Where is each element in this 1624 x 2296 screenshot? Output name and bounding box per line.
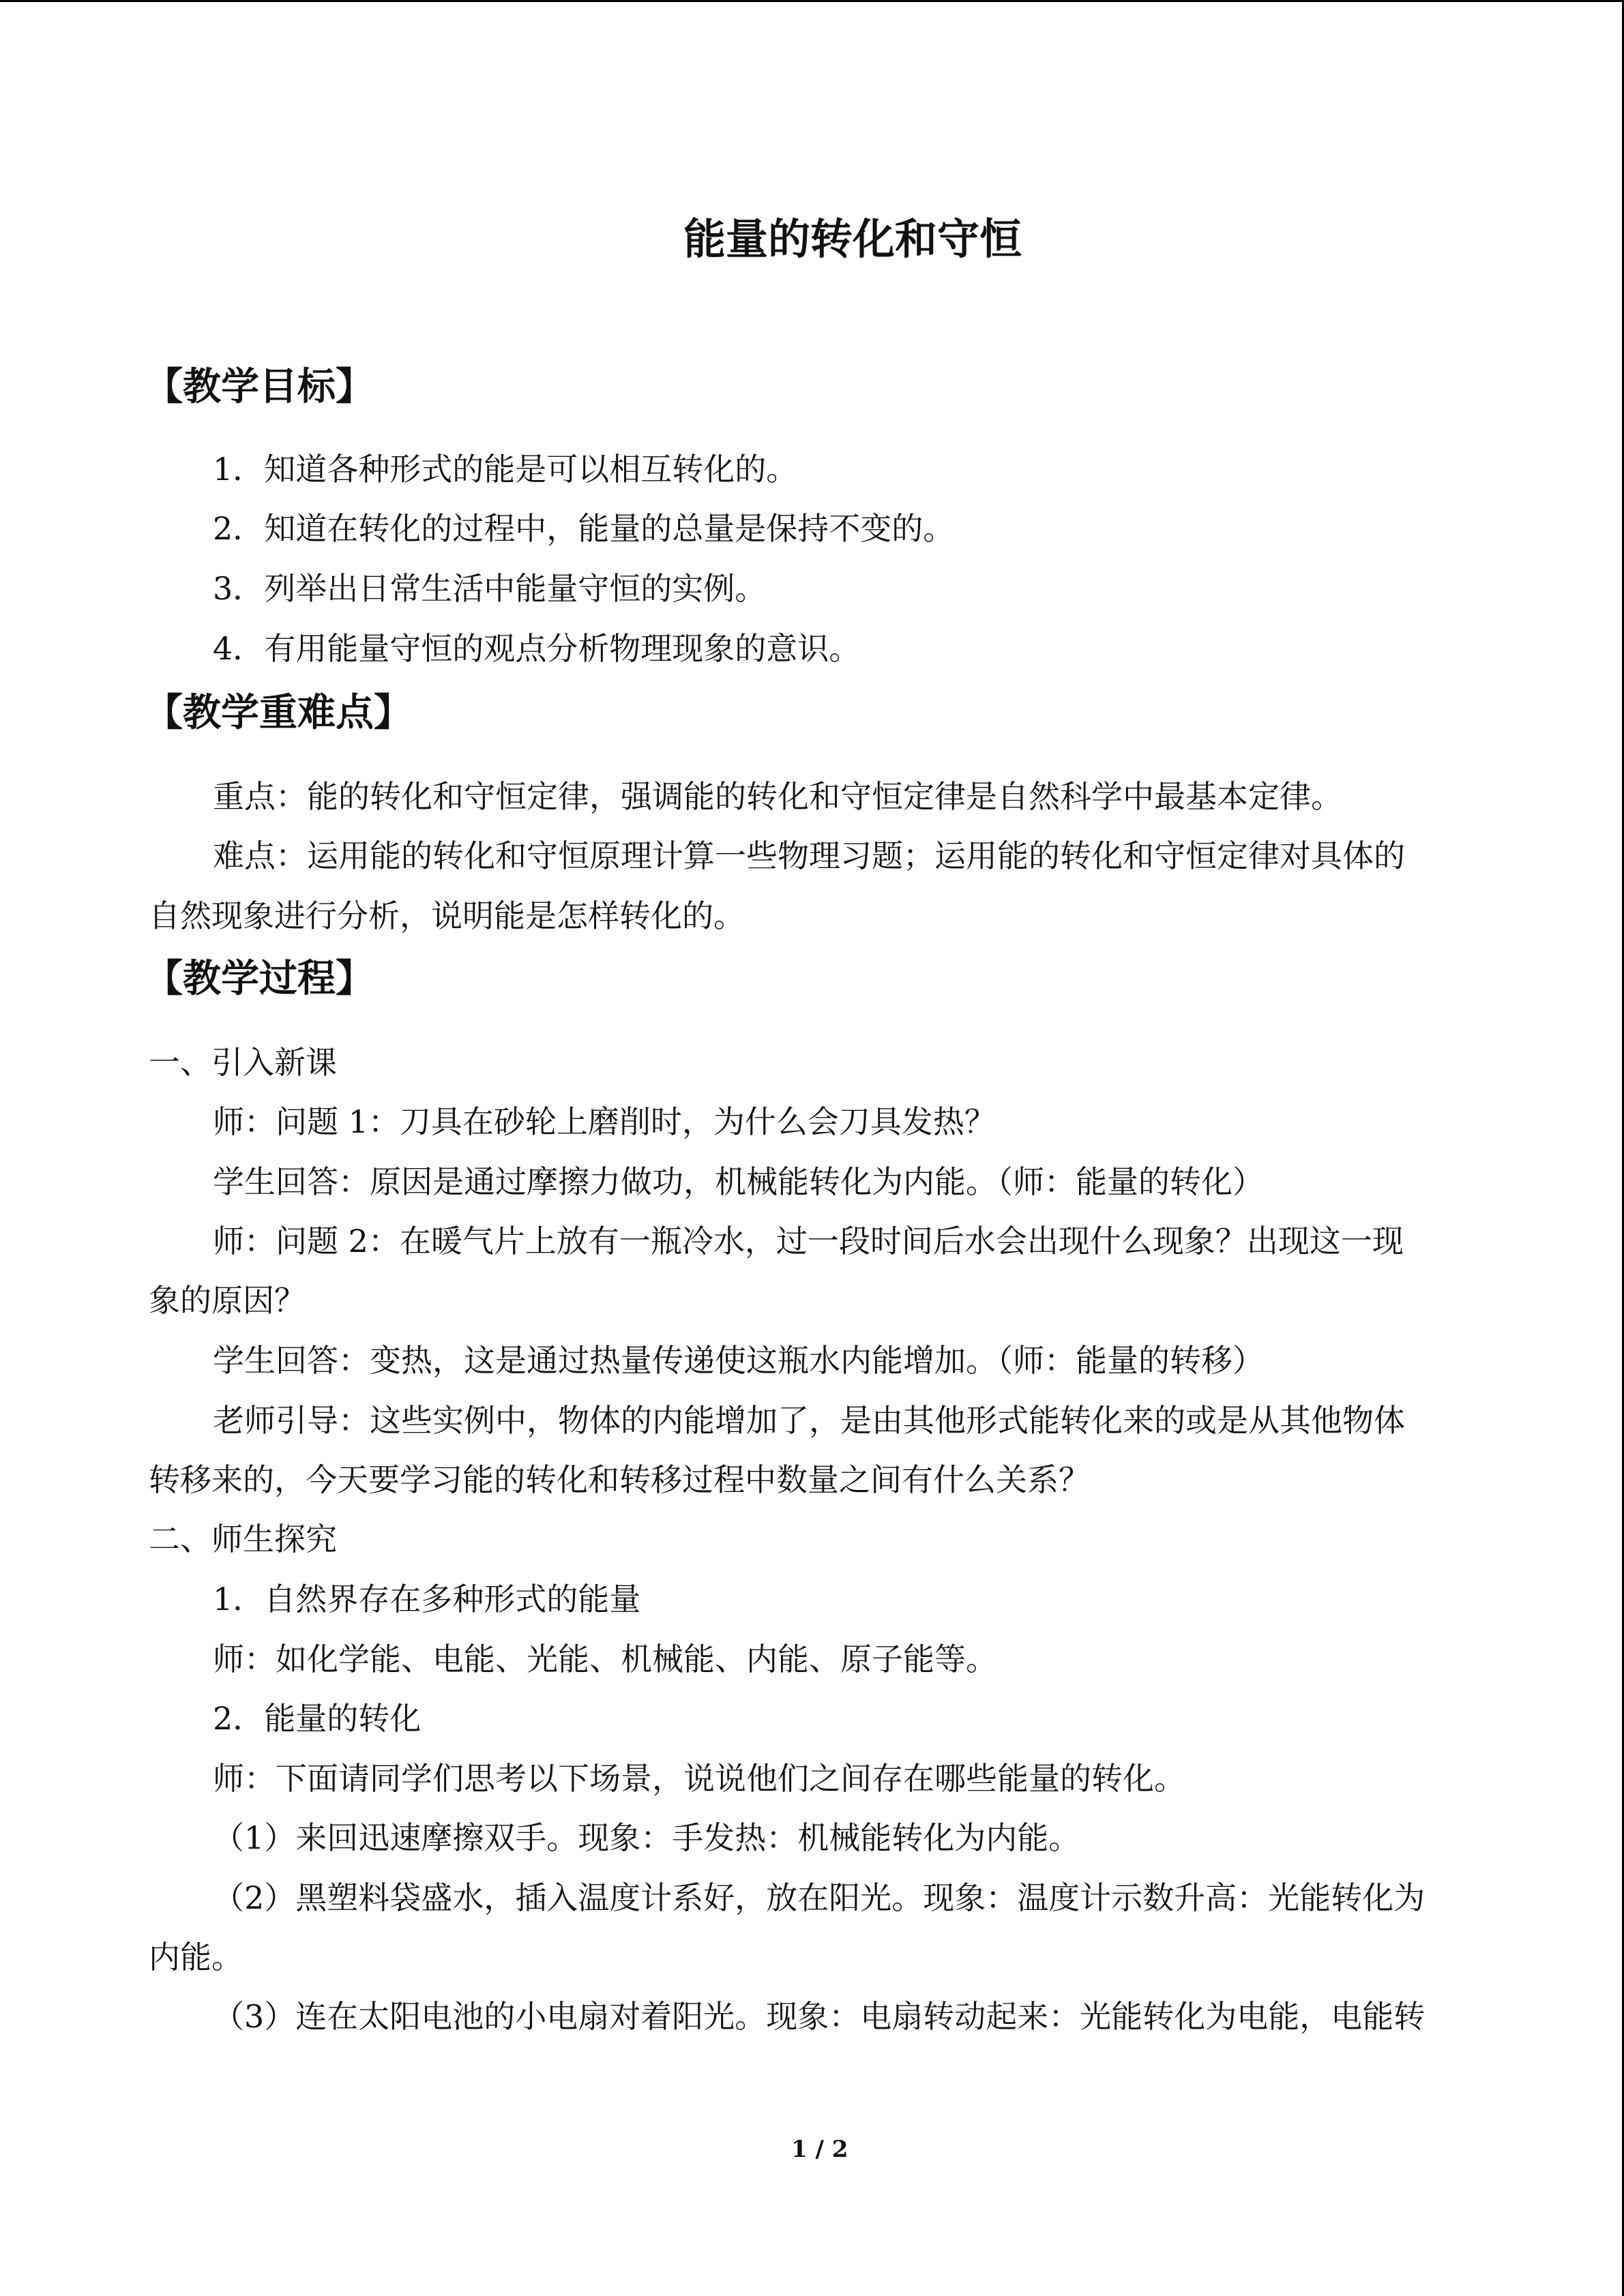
process-case: （3）连在太阳电池的小电扇对着阳光。现象：电扇转动起来：光能转化为电能，电能转	[213, 1998, 1426, 2035]
section-heading-objectives: 【教学目标】	[145, 365, 374, 409]
process-paragraph: 转移来的，今天要学习能的转化和转移过程中数量之间有什么关系？	[149, 1461, 1090, 1498]
process-paragraph: 学生回答：变热，这是通过热量传递使这瓶水内能增加。（师：能量的转移）	[213, 1342, 1264, 1379]
key-point-difficulty-line: 自然现象进行分析，说明能是怎样转化的。	[149, 897, 745, 934]
process-part-title: 二、师生探究	[149, 1521, 337, 1557]
process-part-title: 一、引入新课	[149, 1044, 337, 1081]
objective-item: 1．知道各种形式的能是可以相互转化的。	[213, 451, 798, 488]
process-paragraph: 师：下面请同学们思考以下场景，说说他们之间存在哪些能量的转化。	[213, 1760, 1185, 1797]
process-paragraph: 象的原因？	[149, 1282, 306, 1319]
process-subheading: 2．能量的转化	[213, 1700, 422, 1737]
page-title: 能量的转化和守恒	[683, 214, 1022, 264]
process-paragraph: 学生回答：原因是通过摩擦力做功，机械能转化为内能。（师：能量的转化）	[213, 1163, 1264, 1200]
process-paragraph: 师：问题 1：刀具在砂轮上磨削时，为什么会刀具发热？	[213, 1103, 996, 1140]
objective-item: 3．列举出日常生活中能量守恒的实例。	[213, 570, 767, 607]
key-point-focus: 重点：能的转化和守恒定律，强调能的转化和守恒定律是自然科学中最基本定律。	[213, 778, 1342, 815]
process-paragraph: 老师引导：这些实例中，物体的内能增加了，是由其他形式能转化来的或是从其他物体	[213, 1402, 1405, 1439]
page-border-top	[0, 0, 1624, 2]
objective-item: 2．知道在转化的过程中，能量的总量是保持不变的。	[213, 510, 955, 547]
section-heading-process: 【教学过程】	[145, 957, 374, 1001]
process-paragraph: 师：如化学能、电能、光能、机械能、内能、原子能等。	[213, 1641, 997, 1678]
process-case: （1）来回迅速摩擦双手。现象：手发热：机械能转化为内能。	[213, 1819, 1080, 1856]
process-case: （2）黑塑料袋盛水，插入温度计系好，放在阳光。现象：温度计示数升高：光能转化为	[213, 1879, 1426, 1916]
objective-item: 4．有用能量守恒的观点分析物理现象的意识。	[213, 630, 861, 667]
process-paragraph: 师：问题 2：在暖气片上放有一瓶冷水，过一段时间后水会出现什么现象？出现这一现	[213, 1223, 1404, 1259]
process-subheading: 1．自然界存在多种形式的能量	[213, 1581, 641, 1617]
key-point-difficulty-line: 难点：运用能的转化和守恒原理计算一些物理习题；运用能的转化和守恒定律对具体的	[213, 837, 1405, 874]
process-case: 内能。	[149, 1939, 243, 1976]
section-heading-key-points: 【教学重难点】	[145, 691, 412, 735]
page-number: 1 / 2	[791, 2136, 848, 2163]
